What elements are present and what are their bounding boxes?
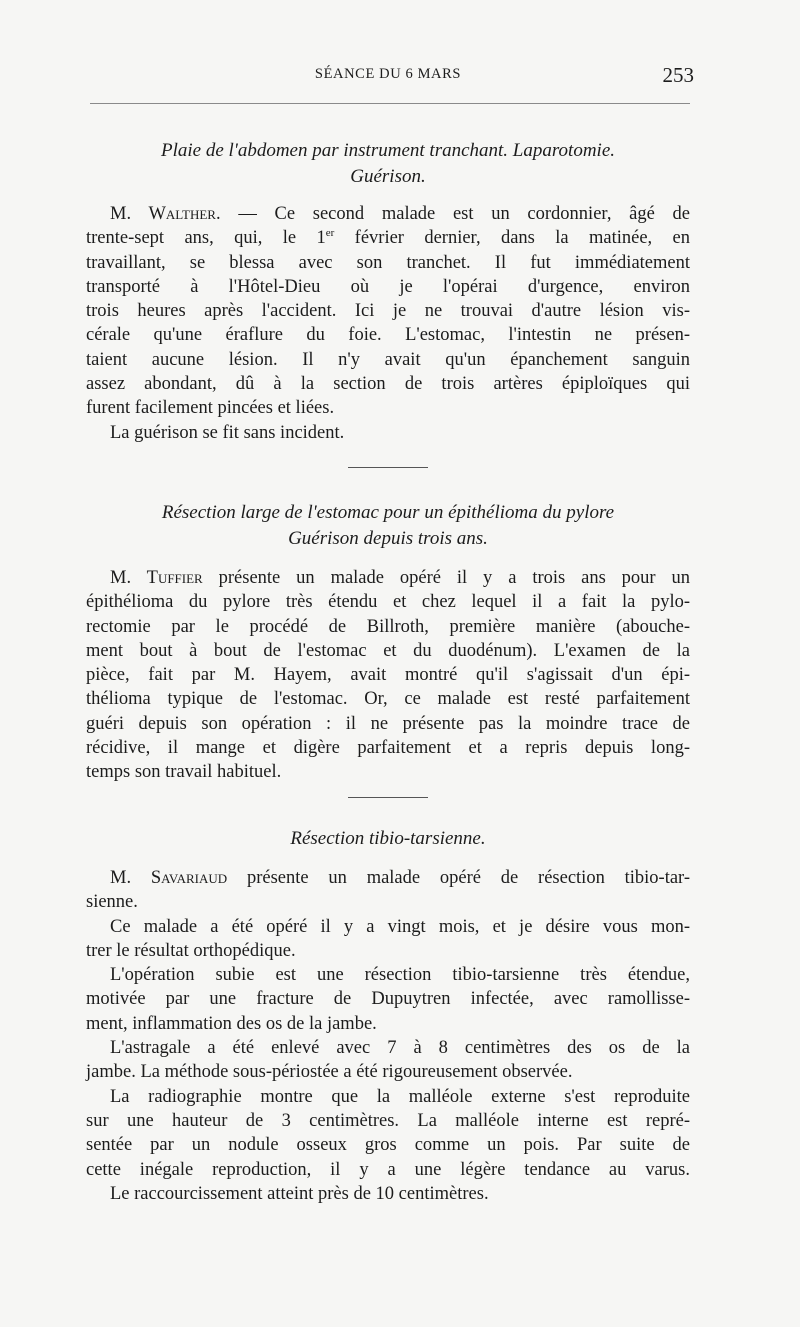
text-line: ment, inflammation des os de la jambe. bbox=[86, 1013, 377, 1034]
section-title bbox=[86, 826, 690, 852]
text-line: La guérison se fit sans incident. bbox=[110, 422, 345, 443]
running-head bbox=[86, 63, 694, 90]
running-head-title: SÉANCE DU 6 MARS bbox=[314, 66, 462, 82]
text-line: rectomie par le procédé de Billroth, première manière (abouche- bbox=[86, 616, 690, 637]
text-line: sur une hauteur de 3 centimètres. La malléole interne est repré- bbox=[86, 1110, 690, 1131]
text-line bbox=[86, 202, 690, 226]
section-tuffier bbox=[86, 500, 690, 785]
text-line: épithélioma du pylore très étendu et chez lequel il a fait la pylo- bbox=[86, 592, 690, 613]
text-line: L'astragale a été enlevé avec 7 à 8 centimètres des os de la bbox=[110, 1038, 690, 1059]
section-body bbox=[86, 202, 690, 445]
text-line: assez abondant, dû à la section de trois artères épiploïques qui bbox=[86, 374, 690, 395]
author-name: M. Savariaud bbox=[110, 868, 228, 888]
text-line: Ce malade a été opéré il y a vingt mois, et je désire vous mon- bbox=[110, 916, 690, 937]
author-name: M. Walther. bbox=[110, 204, 221, 224]
text-line: présente un malade opéré il y a trois ans pour un bbox=[202, 568, 690, 588]
section-title-line-2: Guérison. bbox=[350, 166, 426, 187]
section-title-line-1: Résection tibio-tarsienne. bbox=[290, 828, 486, 849]
text-line bbox=[86, 866, 690, 890]
text-line: taient aucune lésion. Il n'y avait qu'un épanchement sanguin bbox=[86, 349, 690, 370]
text-line: Le raccourcissement atteint près de 10 centimètres. bbox=[110, 1183, 489, 1204]
text-line: motivée par une fracture de Dupuytren infectée, avec ramollisse- bbox=[86, 989, 690, 1010]
text-line: guéri depuis son opération : il ne présente pas la moindre trace de bbox=[86, 713, 690, 734]
section-title-line-1: Résection large de l'estomac pour un épithélioma du pylore bbox=[161, 502, 615, 523]
text-line: cette inégale reproduction, il y a une légère tendance au varus. bbox=[86, 1159, 690, 1180]
section-savariaud bbox=[86, 826, 690, 1206]
section-body bbox=[86, 566, 690, 785]
text-line: cérale qu'une éraflure du foie. L'estomac, l'intestin ne présen- bbox=[86, 325, 690, 346]
text-line: trente-sept ans, qui, le 1er février dernier, dans la matinée, en bbox=[86, 227, 690, 249]
text-line: trois heures après l'accident. Ici je ne trouvai d'autre lésion vis- bbox=[86, 301, 690, 322]
section-title-line-2: Guérison depuis trois ans. bbox=[288, 528, 488, 549]
text-line: jambe. La méthode sous-périostée a été rigoureusement observée. bbox=[86, 1062, 573, 1083]
page-number: 253 bbox=[662, 63, 694, 87]
section-body bbox=[86, 866, 690, 1206]
text-line: travaillant, se blessa avec son tranchet. Il fut immédiatement bbox=[86, 252, 690, 273]
section-title-line-1: Plaie de l'abdomen par instrument tranchant. Laparotomie. bbox=[160, 140, 616, 161]
section-divider bbox=[348, 467, 428, 468]
text-line: sentée par un nodule osseux gros comme un pois. Par suite de bbox=[86, 1135, 690, 1156]
text-line: trer le résultat orthopédique. bbox=[86, 940, 296, 961]
text-line: furent facilement pincées et liées. bbox=[86, 398, 335, 419]
section-divider bbox=[348, 797, 428, 798]
text-line: ment bout à bout de l'estomac et du duodénum). L'examen de la bbox=[86, 640, 690, 661]
text-line: — Ce second malade est un cordonnier, âgé de bbox=[220, 204, 690, 224]
text-line: temps son travail habituel. bbox=[86, 762, 282, 783]
text-line: L'opération subie est une résection tibio-tarsienne très étendue, bbox=[110, 965, 690, 986]
header-rule bbox=[90, 103, 690, 104]
text-line: pièce, fait par M. Hayem, avait montré qu'il s'agissait d'un épi- bbox=[86, 665, 690, 686]
text-line: thélioma typique de l'estomac. Or, ce malade est resté parfaitement bbox=[86, 689, 690, 710]
text-line: transporté à l'Hôtel-Dieu où je l'opérai d'urgence, environ bbox=[86, 276, 690, 297]
section-title bbox=[86, 500, 690, 552]
author-name: M. Tuffier bbox=[110, 568, 203, 588]
text-line bbox=[86, 566, 690, 590]
text-line: présente un malade opéré de résection tibio-tar- bbox=[227, 868, 691, 888]
text-line: La radiographie montre que la malléole externe s'est reproduite bbox=[110, 1086, 690, 1107]
text-line: récidive, il mange et digère parfaitement et a repris depuis long- bbox=[86, 738, 690, 759]
section-title bbox=[86, 138, 690, 190]
text-line: sienne. bbox=[86, 892, 138, 913]
section-walther bbox=[86, 138, 690, 445]
